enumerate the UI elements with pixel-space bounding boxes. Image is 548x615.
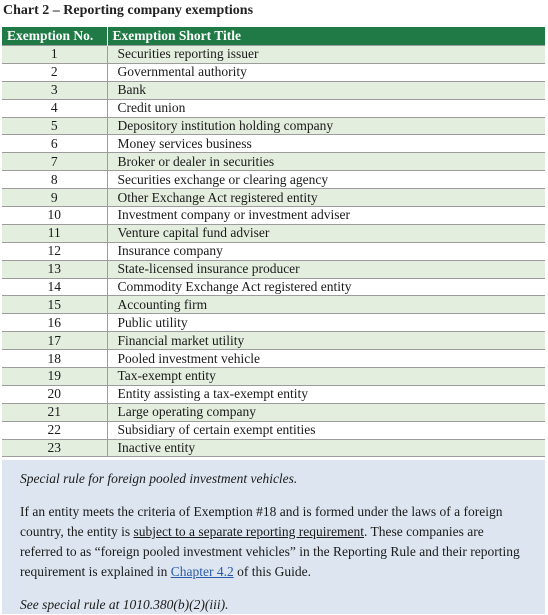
table-row [2, 332, 545, 350]
table-row [2, 368, 545, 386]
exemption-title-cell: Insurance company [107, 242, 545, 260]
exemption-title-cell: Subsidiary of certain exempt entities [107, 421, 545, 439]
exemption-title-cell: Governmental authority [107, 63, 545, 81]
exemption-title-cell: Public utility [107, 314, 545, 332]
exemption-number-cell: 4 [2, 99, 107, 117]
exemption-number-cell: 17 [2, 332, 107, 350]
note-body-text: If an entity meets the criteria of Exemption #18 and is formed under the laws of a foreign country, the entity is [20, 504, 503, 539]
exemption-title-cell: Pooled investment vehicle [107, 350, 545, 368]
exemption-number-cell: 1 [2, 46, 107, 64]
table-row [2, 350, 545, 368]
exemption-title-cell: Commodity Exchange Act registered entity [107, 278, 545, 296]
exemption-title-cell: Investment company or investment adviser [107, 207, 545, 225]
column-header-short-title: Exemption Short Title [107, 27, 545, 46]
table-row [2, 403, 545, 421]
exemptions-table [2, 27, 545, 457]
table-row [2, 224, 545, 242]
exemption-number-cell: 21 [2, 403, 107, 421]
table-row [2, 189, 545, 207]
exemption-title-cell: Other Exchange Act registered entity [107, 189, 545, 207]
exemption-number-cell: 19 [2, 368, 107, 386]
table-row [2, 439, 545, 457]
exemption-number-cell: 5 [2, 117, 107, 135]
exemption-number-cell: 11 [2, 224, 107, 242]
exemption-number-cell: 14 [2, 278, 107, 296]
exemption-number-cell: 12 [2, 242, 107, 260]
table-row [2, 278, 545, 296]
table-row [2, 385, 545, 403]
table-header-row [2, 27, 545, 46]
table-row [2, 117, 545, 135]
exemption-number-cell: 8 [2, 171, 107, 189]
note-body-middle: . These companies are referred to as “foreign pooled investment vehicles” in the Reporting Rule and their reporting requirement is explained in [20, 524, 520, 579]
exemption-title-cell: Money services business [107, 135, 545, 153]
table-row [2, 421, 545, 439]
exemption-number-cell: 22 [2, 421, 107, 439]
table-row [2, 135, 545, 153]
exemption-number-cell: 15 [2, 296, 107, 314]
exemption-title-cell: Venture capital fund adviser [107, 224, 545, 242]
exemption-title-cell: Broker or dealer in securities [107, 153, 545, 171]
exemption-number-cell: 7 [2, 153, 107, 171]
table-row [2, 260, 545, 278]
exemption-title-cell: Entity assisting a tax-exempt entity [107, 385, 545, 403]
exemption-title-cell: Credit union [107, 99, 545, 117]
exemption-number-cell: 23 [2, 439, 107, 457]
table-header [2, 27, 545, 46]
exemption-title-cell: Securities exchange or clearing agency [107, 171, 545, 189]
exemption-title-cell: State-licensed insurance producer [107, 260, 545, 278]
note-footer: See special rule at 1010.380(b)(2)(iii). [20, 597, 229, 612]
table-body [2, 46, 545, 457]
column-header-exemption-no: Exemption No. [2, 27, 107, 46]
table-row [2, 46, 545, 64]
exemption-number-cell: 10 [2, 207, 107, 225]
table-row [2, 81, 545, 99]
exemptions-table-container [2, 27, 545, 457]
note-body [20, 502, 529, 582]
exemption-title-cell: Inactive entity [107, 439, 545, 457]
exemption-title-cell: Tax-exempt entity [107, 368, 545, 386]
exemption-number-cell: 2 [2, 63, 107, 81]
exemption-number-cell: 16 [2, 314, 107, 332]
table-row [2, 207, 545, 225]
exemption-number-cell: 13 [2, 260, 107, 278]
table-row [2, 63, 545, 81]
note-heading: Special rule for foreign pooled investment vehicles. [20, 471, 298, 486]
exemption-title-cell: Bank [107, 81, 545, 99]
chart-title: Chart 2 – Reporting company exemptions [3, 3, 254, 18]
chapter-link[interactable]: Chapter 4.2 [170, 564, 234, 579]
exemption-title-cell: Securities reporting issuer [107, 46, 545, 64]
note-underlined-text: subject to a separate reporting requirement [133, 524, 365, 539]
exemption-title-cell: Financial market utility [107, 332, 545, 350]
table-row [2, 296, 545, 314]
table-row [2, 314, 545, 332]
exemption-number-cell: 20 [2, 385, 107, 403]
table-row [2, 242, 545, 260]
exemption-number-cell: 9 [2, 189, 107, 207]
table-row [2, 153, 545, 171]
exemption-number-cell: 6 [2, 135, 107, 153]
exemption-title-cell: Depository institution holding company [107, 117, 545, 135]
special-rule-note [2, 460, 545, 614]
exemption-number-cell: 3 [2, 81, 107, 99]
table-row [2, 171, 545, 189]
exemption-number-cell: 18 [2, 350, 107, 368]
exemption-title-cell: Accounting firm [107, 296, 545, 314]
table-row [2, 99, 545, 117]
note-body-end: of this Guide. [233, 564, 311, 579]
exemption-title-cell: Large operating company [107, 403, 545, 421]
